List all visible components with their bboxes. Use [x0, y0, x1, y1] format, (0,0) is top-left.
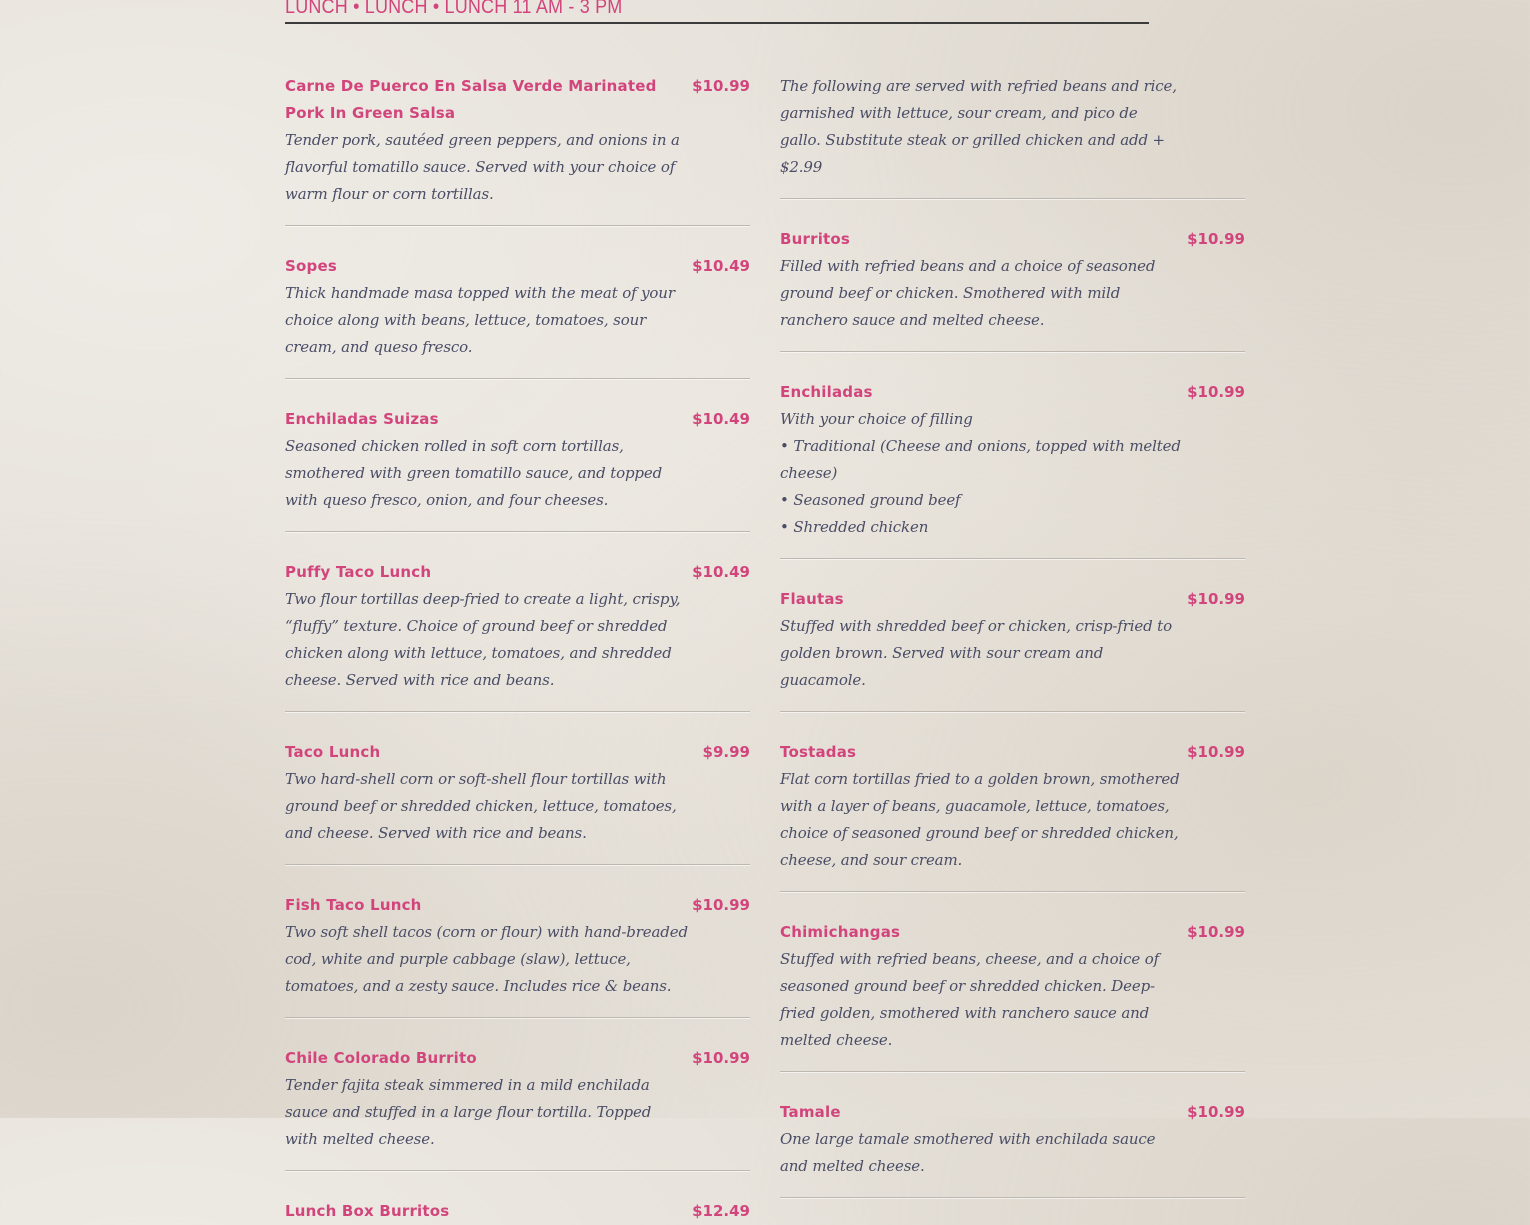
item-price: $10.49 [692, 257, 750, 275]
text-line: gallo. Substitute steak or grilled chicken and add + [780, 131, 1165, 149]
item-description [780, 946, 1160, 1054]
item-name [285, 73, 657, 127]
item-price: $10.99 [692, 1049, 750, 1067]
section-title: LUNCH • LUNCH • LUNCH 11 AM - 3 PM [285, 0, 1149, 24]
text-line: flavorful tomatillo sauce. Served with your choice of [285, 158, 676, 176]
item-name [285, 892, 645, 919]
item-name [285, 253, 645, 280]
item-divider [780, 1197, 1245, 1198]
item-price: $10.99 [1187, 590, 1245, 608]
item-divider [780, 1071, 1245, 1072]
text-line: Two soft shell tacos (corn or flour) with hand-breaded [285, 923, 688, 941]
item-divider [285, 1170, 750, 1171]
text-line: garnished with lettuce, sour cream, and pico de [780, 104, 1138, 122]
text-line: Two flour tortillas deep-fried to create a light, crispy, [285, 590, 681, 608]
item-name [780, 1099, 1140, 1126]
text-line: Taco Lunch [285, 743, 381, 761]
text-line: Tostadas [780, 743, 857, 761]
text-line: cheese. Served with rice and beans. [285, 671, 555, 689]
item-description [285, 1072, 657, 1153]
item-description [285, 766, 677, 847]
text-line: Tender fajita steak simmered in a mild enchilada [285, 1076, 650, 1094]
item-name [285, 739, 645, 766]
text-line: $2.99 [780, 158, 823, 176]
text-line: seasoned ground beef or shredded chicken. Deep- [780, 977, 1155, 995]
item-name [780, 226, 1140, 253]
item-divider [285, 711, 750, 712]
text-line: One large tamale smothered with enchilada sauce [780, 1130, 1156, 1148]
text-line: Filled with refried beans and a choice of seasoned [780, 257, 1156, 275]
item-price: $10.99 [1187, 383, 1245, 401]
text-line: Puffy Taco Lunch [285, 563, 432, 581]
item-name [285, 559, 645, 586]
text-line: The following are served with refried beans and rice, [780, 77, 1177, 95]
item-description [780, 406, 1181, 541]
text-line: ground beef or shredded chicken, lettuce, tomatoes, [285, 797, 677, 815]
text-line: Tamale [780, 1103, 841, 1121]
text-line: cheese, and sour cream. [780, 851, 963, 869]
text-line: Seasoned chicken rolled in soft corn tortillas, [285, 437, 624, 455]
text-line: Stuffed with shredded beef or chicken, crisp-fried to [780, 617, 1172, 635]
item-price: $10.99 [1187, 923, 1245, 941]
text-line: Flautas [780, 590, 844, 608]
item-name [285, 1045, 645, 1072]
text-line: golden brown. Served with sour cream and [780, 644, 1104, 662]
item-name [780, 586, 1140, 613]
item-price: $10.99 [1187, 230, 1245, 248]
item-name [285, 1198, 645, 1225]
text-line: choice of seasoned ground beef or shredded chicken, [780, 824, 1179, 842]
text-line: Pork In Green Salsa [285, 104, 456, 122]
text-line: with a layer of beans, guacamole, lettuce, tomatoes, [780, 797, 1170, 815]
item-divider [285, 225, 750, 226]
text-line: With your choice of filling [780, 410, 973, 428]
text-line: Stuffed with refried beans, cheese, and a choice of [780, 950, 1160, 968]
text-line: smothered with green tomatillo sauce, and topped [285, 464, 663, 482]
text-line: Two hard-shell corn or soft-shell flour tortillas with [285, 770, 667, 788]
text-line: • Shredded chicken [780, 518, 929, 536]
text-line: Enchiladas Suizas [285, 410, 439, 428]
text-line: Fish Taco Lunch [285, 896, 422, 914]
text-line: Enchiladas [780, 383, 873, 401]
item-divider [780, 558, 1245, 559]
item-divider [285, 378, 750, 379]
text-line: Tender pork, sautéed green peppers, and onions in a [285, 131, 680, 149]
item-price: $9.99 [702, 743, 750, 761]
item-price: $12.49 [692, 1202, 750, 1220]
text-line: tomatoes, and a zesty sauce. Includes rice & beans. [285, 977, 672, 995]
text-line: and melted cheese. [780, 1157, 925, 1175]
text-line: ranchero sauce and melted cheese. [780, 311, 1045, 329]
text-line: melted cheese. [780, 1031, 893, 1049]
item-price: $10.49 [692, 563, 750, 581]
text-line: Flat corn tortillas fried to a golden brown, smothered [780, 770, 1180, 788]
text-line: guacamole. [780, 671, 866, 689]
text-line: • Seasoned ground beef [780, 491, 961, 509]
item-name [285, 406, 645, 433]
text-line: Chile Colorado Burrito [285, 1049, 477, 1067]
item-price: $10.99 [692, 77, 750, 95]
intro-divider [780, 198, 1245, 199]
combo-intro-note [780, 73, 1177, 181]
text-line: Burritos [780, 230, 851, 248]
text-line: fried golden, smothered with ranchero sauce and [780, 1004, 1150, 1022]
item-name [780, 379, 1140, 406]
item-name [780, 919, 1140, 946]
text-line: Chimichangas [780, 923, 901, 941]
text-line: ground beef or chicken. Smothered with mild [780, 284, 1121, 302]
text-line: cod, white and purple cabbage (slaw), lettuce, [285, 950, 631, 968]
text-line: choice along with beans, lettuce, tomatoes, sour [285, 311, 647, 329]
item-divider [780, 351, 1245, 352]
text-line: Carne De Puerco En Salsa Verde Marinated [285, 77, 657, 95]
text-line: cream, and queso fresco. [285, 338, 473, 356]
text-line: Sopes [285, 257, 337, 275]
text-line: chicken along with lettuce, tomatoes, and shredded [285, 644, 672, 662]
item-description [285, 919, 688, 1000]
item-price: $10.99 [692, 896, 750, 914]
item-divider [285, 864, 750, 865]
item-description [780, 613, 1172, 694]
item-description [780, 253, 1156, 334]
text-line: Thick handmade masa topped with the meat of your [285, 284, 675, 302]
text-line: and cheese. Served with rice and beans. [285, 824, 587, 842]
item-description [285, 433, 663, 514]
text-line: “fluffy” texture. Choice of ground beef or shredded [285, 617, 668, 635]
item-price: $10.99 [1187, 1103, 1245, 1121]
item-divider [780, 891, 1245, 892]
text-line: sauce and stuffed in a large flour tortilla. Topped [285, 1103, 652, 1121]
text-line: with melted cheese. [285, 1130, 435, 1148]
item-price: $10.49 [692, 410, 750, 428]
text-line: • Traditional (Cheese and onions, topped with melted [780, 437, 1181, 455]
text-line: cheese) [780, 464, 838, 482]
text-line: warm flour or corn tortillas. [285, 185, 494, 203]
item-divider [285, 531, 750, 532]
item-price: $10.99 [1187, 743, 1245, 761]
item-description [285, 127, 680, 208]
item-description [285, 586, 681, 694]
item-description [780, 1126, 1156, 1180]
item-name [780, 739, 1140, 766]
item-description [780, 766, 1180, 874]
item-divider [780, 711, 1245, 712]
text-line: with queso fresco, onion, and four cheeses. [285, 491, 609, 509]
text-line: Lunch Box Burritos [285, 1202, 450, 1220]
item-description [285, 280, 675, 361]
item-divider [285, 1017, 750, 1018]
